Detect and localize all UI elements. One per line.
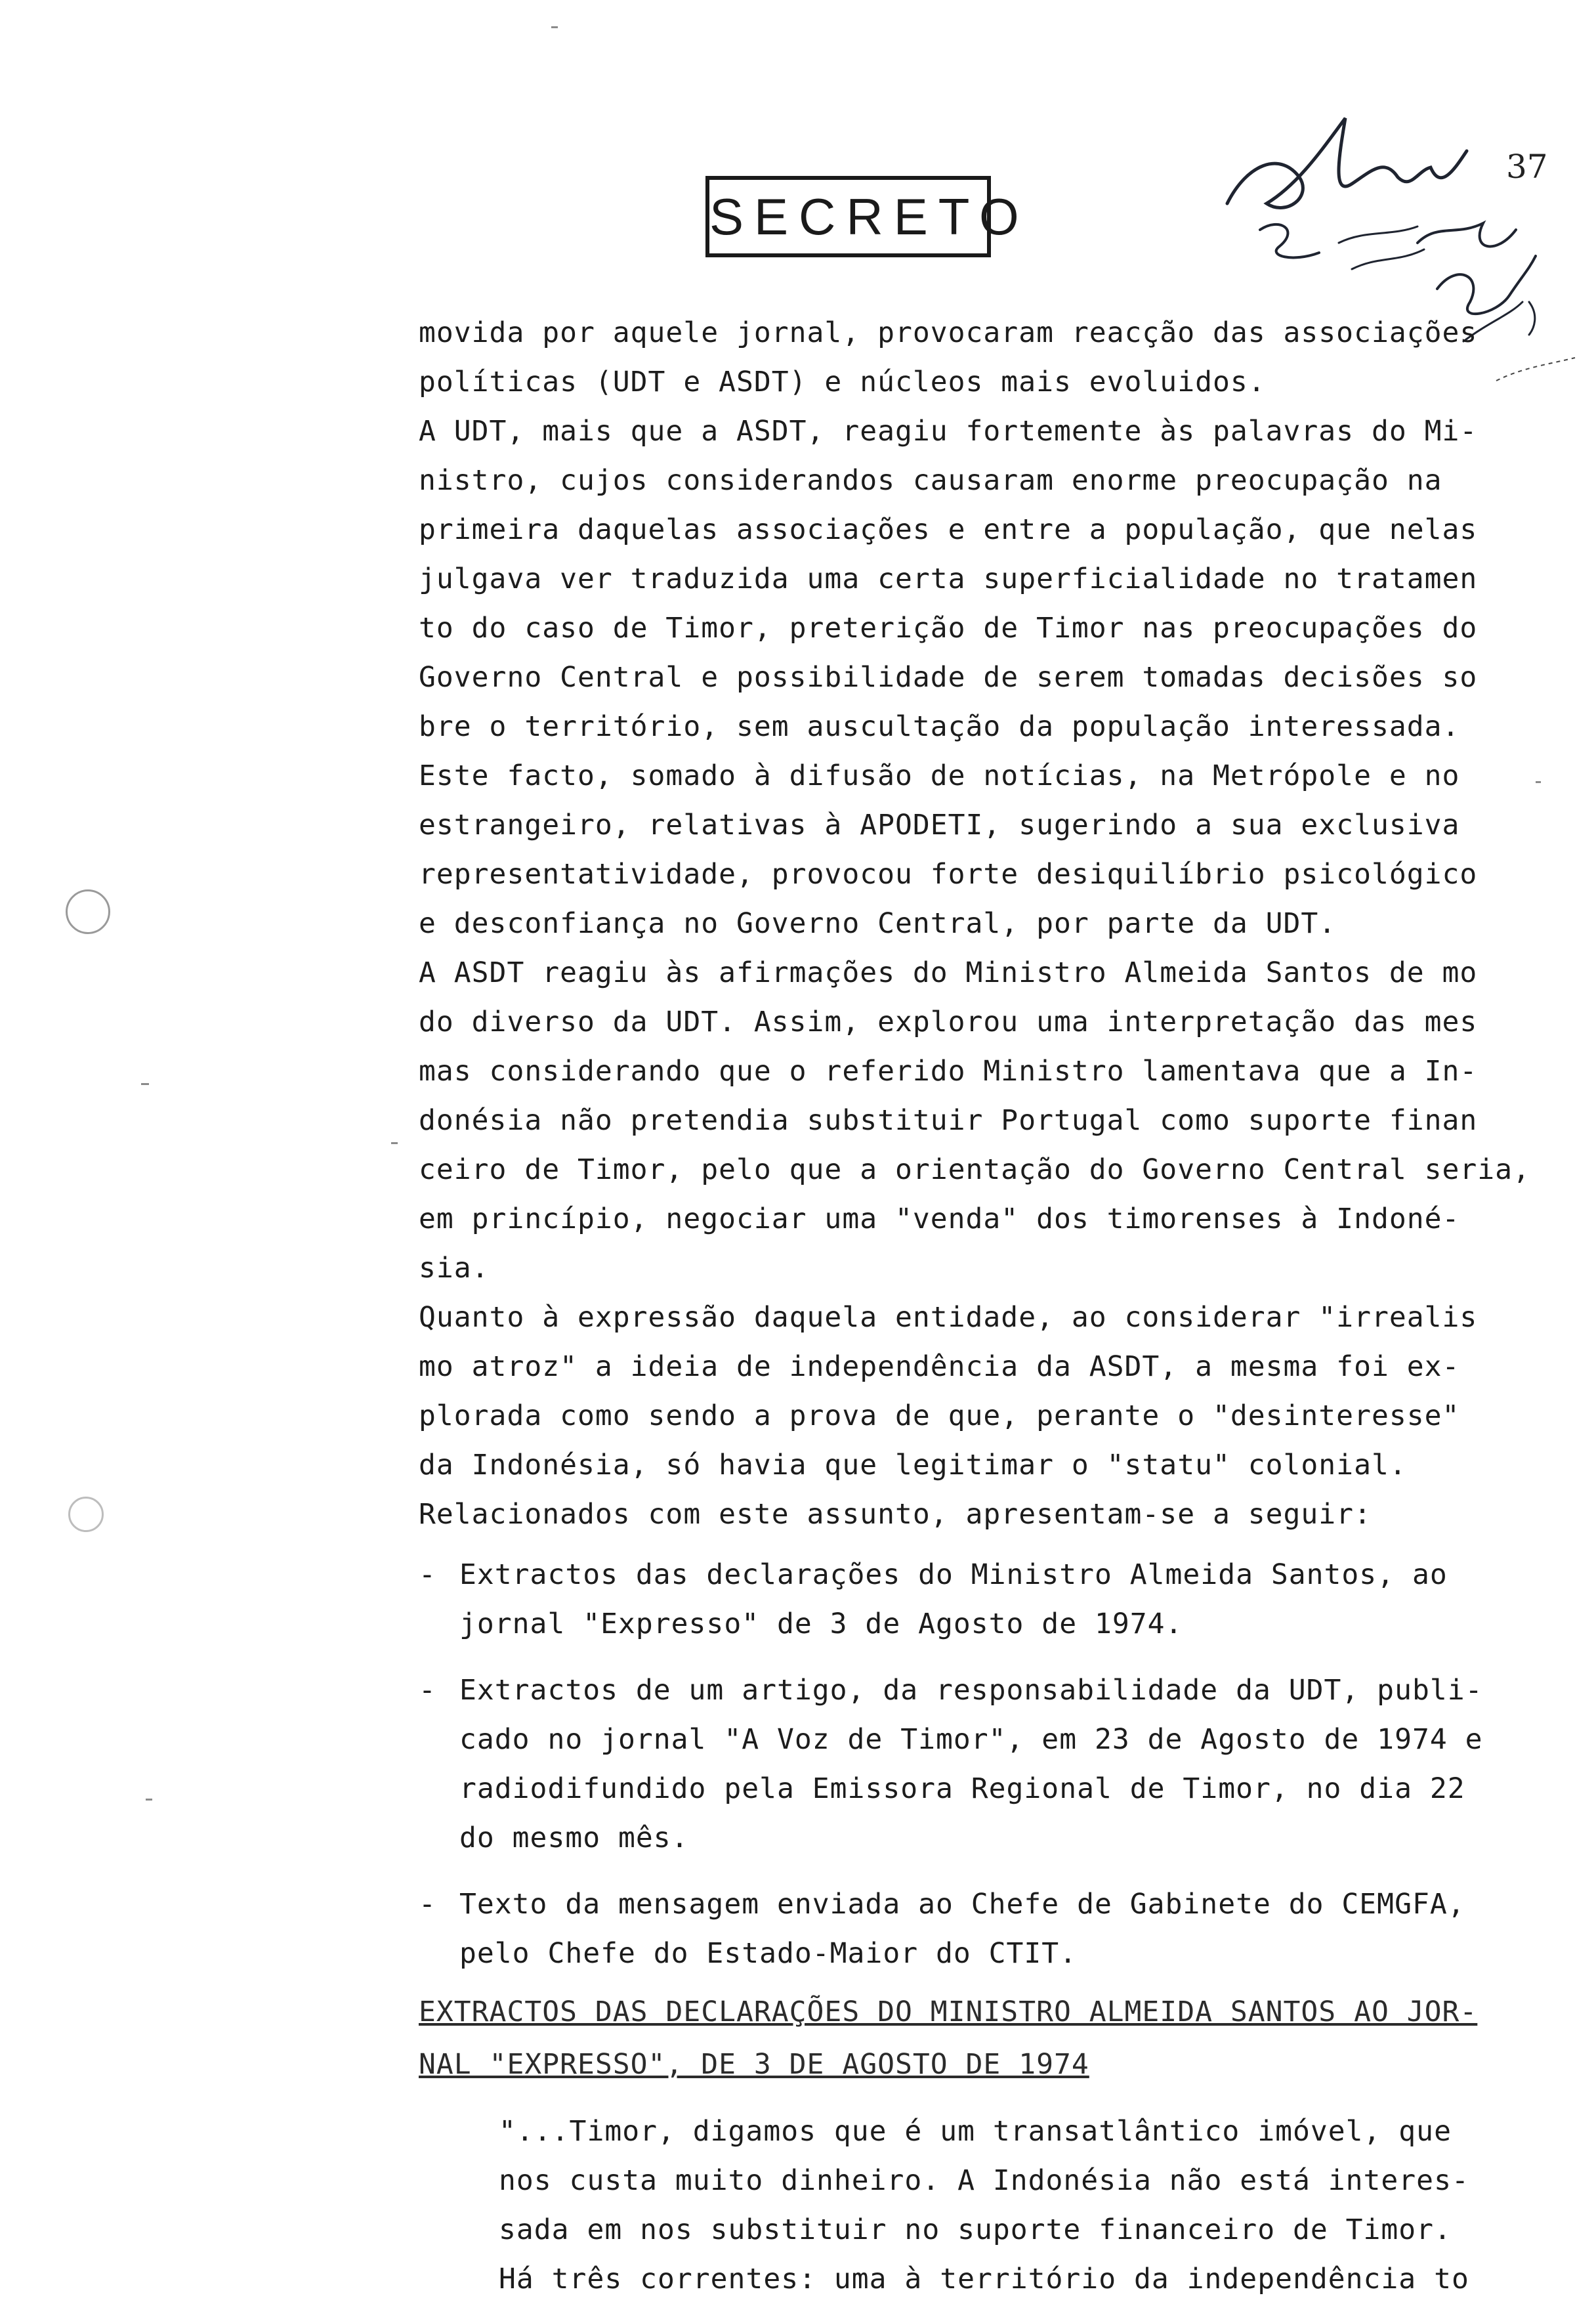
body-line: Governo Central e possibilidade de serem tomadas decisões so [419, 661, 1478, 694]
body-paragraphs [419, 309, 1554, 1539]
bullet-dash: - [419, 1674, 436, 1707]
list-item [419, 1666, 1554, 1863]
body-line: da Indonésia, só havia que legitimar o "statu" colonial. [419, 1449, 1407, 1482]
body-line: Quanto à expressão daquela entidade, ao considerar "irrealis [419, 1301, 1478, 1334]
body-line: políticas (UDT e ASDT) e núcleos mais evoluidos. [419, 366, 1266, 398]
body-line: do diverso da UDT. Assim, explorou uma interpretação das mes [419, 1006, 1478, 1038]
list-item-text: Texto da mensagem enviada ao Chefe de Gabinete do CEMGFA, pelo Chefe do Estado-Maior do CTIT. [459, 1888, 1465, 1970]
body-line: to do caso de Timor, preterição de Timor nas preocupações do [419, 612, 1478, 645]
punch-hole [66, 889, 110, 934]
quoted-extract: "...Timor, digamos que é um transatlântico imóvel, que nos custa muito dinheiro. A Indonésia não está interes- sada em nos substituir no suporte financeiro de Timor. Há três correntes: uma à território da independência to [499, 2115, 1469, 2295]
body-line: bre o território, sem auscultação da população interessada. [419, 710, 1460, 743]
body-line: A UDT, mais que a ASDT, reagiu fortemente às palavras do Mi- [419, 415, 1478, 448]
body-line: sia. [419, 1252, 490, 1285]
list-item-text: Extractos de um artigo, da responsabilidade da UDT, publi- cado no jornal "A Voz de Timor", em 23 de Agosto de 1974 e radiodifundido pela Emissora Regional de Timor, no dia 22 do mesmo mês. [459, 1674, 1483, 1854]
body-line: primeira daquelas associações e entre a população, que nelas [419, 513, 1478, 546]
body-line: Este facto, somado à difusão de notícias, na Metrópole e no [419, 759, 1460, 792]
list-item [419, 1880, 1554, 1978]
scan-mark [146, 1799, 152, 1801]
scan-mark [1536, 781, 1541, 783]
body-line: donésia não pretendia substituir Portugal como suporte finan [419, 1104, 1478, 1137]
scan-mark [391, 1142, 398, 1144]
section-heading: EXTRACTOS DAS DECLARAÇÕES DO MINISTRO ALMEIDA SANTOS AO JOR- NAL "EXPRESSO", DE 3 DE AGOSTO DE 1974 [419, 1995, 1478, 2081]
body-line: em princípio, negociar uma "venda" dos timorenses à Indoné- [419, 1203, 1460, 1235]
scan-mark [141, 1083, 149, 1085]
body-line: julgava ver traduzida uma certa superficialidade no tratamen [419, 563, 1478, 595]
bullet-dash: - [419, 1888, 436, 1921]
scan-mark [551, 26, 558, 28]
bullet-dash: - [419, 1558, 436, 1591]
body-line: A ASDT reagiu às afirmações do Ministro Almeida Santos de mo [419, 956, 1478, 989]
body-line: estrangeiro, relativas à APODETI, sugerindo a sua exclusiva [419, 809, 1460, 842]
list-item [419, 1550, 1554, 1649]
secret-stamp: SECRETO [705, 176, 991, 257]
body-line: e desconfiança no Governo Central, por parte da UDT. [419, 907, 1337, 940]
body-line: plorada como sendo a prova de que, perante o "desinteresse" [419, 1399, 1460, 1432]
body-line: movida por aquele jornal, provocaram reacção das associações [419, 316, 1478, 349]
body-line: mo atroz" a ideia de independência da ASDT, a mesma foi ex- [419, 1350, 1460, 1383]
body-line: representatividade, provocou forte desiquilíbrio psicológico [419, 858, 1478, 891]
punch-hole [68, 1497, 104, 1532]
page-number: 37 [1506, 148, 1548, 186]
body-line: nistro, cujos considerandos causaram enorme preocupação na [419, 464, 1442, 497]
bullet-list [419, 1550, 1554, 1995]
body-line: ceiro de Timor, pelo que a orientação do Governo Central seria, [419, 1153, 1530, 1186]
body-line: Relacionados com este assunto, apresentam-se a seguir: [419, 1498, 1372, 1531]
list-item-text: Extractos das declarações do Ministro Almeida Santos, ao jornal "Expresso" de 3 de Agosto de 1974. [459, 1558, 1448, 1640]
body-line: mas considerando que o referido Ministro lamentava que a In- [419, 1055, 1478, 1088]
